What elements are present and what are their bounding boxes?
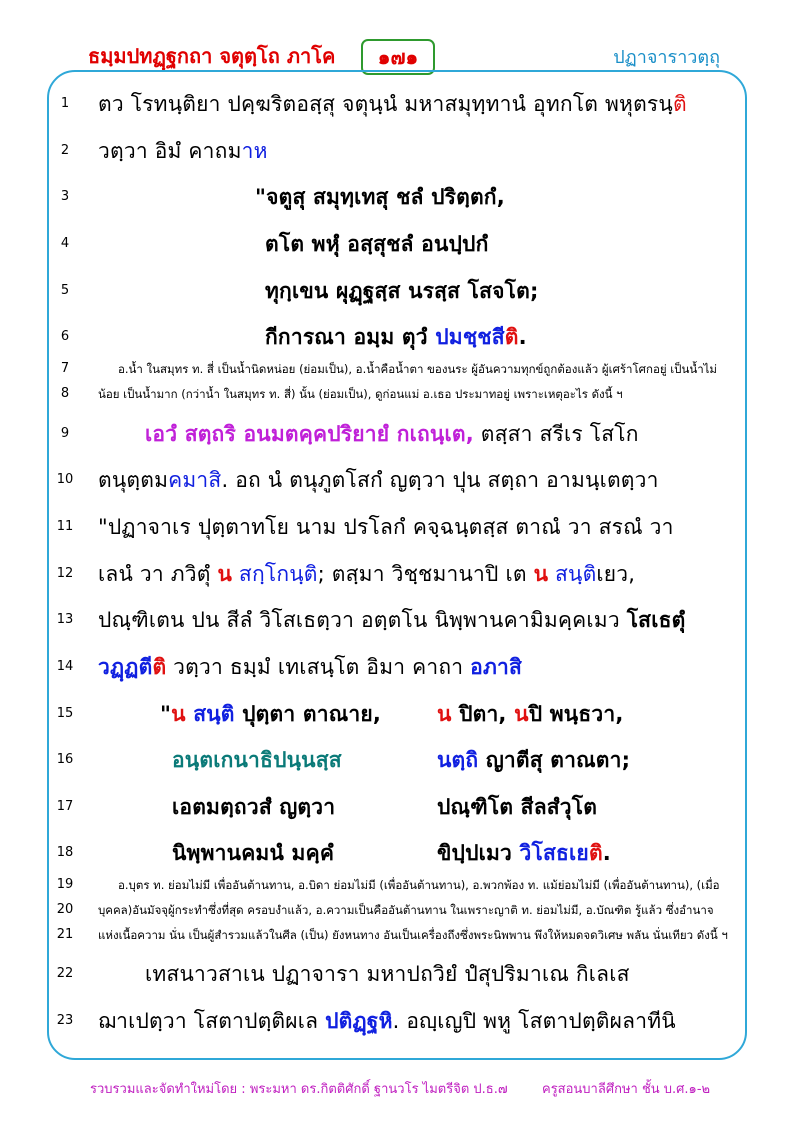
line-number: 18 bbox=[56, 845, 74, 860]
translation-line: อ.น้ำ ในสมุทร ท. สี่ เป็นน้ำนิดหน่อย (ย่อมเป็น), อ.น้ำคือน้ำตา ของนระ ผู้อันความทุกข์ถูกต้องแล้ว ผู้เศร้าโศกอยู่ เป็นน้ำไม่ bbox=[118, 362, 718, 376]
text-line: เลนํ วา ภวิตุํ น สกฺโกนฺติ; ตสฺมา วิชฺชมานาปิ เต น สนฺติเยว, bbox=[98, 562, 636, 586]
line-number: 20 bbox=[56, 902, 74, 917]
line-number: 8 bbox=[60, 386, 70, 401]
line-number: 16 bbox=[56, 752, 74, 767]
page-footer bbox=[90, 1078, 730, 1099]
text-line: วตฺวา อิมํ คาถมาห bbox=[98, 139, 268, 163]
verse-line: เอตมตฺถวสํ ญตฺวา bbox=[172, 795, 336, 819]
line-number: 15 bbox=[56, 706, 74, 721]
text-line: "ปฏาจาเร ปุตฺตาทโย นาม ปรโลกํ คจฺฉนฺตสฺส ตาณํ วา สรณํ วา bbox=[98, 515, 674, 539]
translation-line: น้อย เป็นน้ำมาก (กว่าน้ำ ในสมุทร ท. สี่) นั้น (ย่อมเป็น), ดูก่อนแม่ อ.เธอ ประมาทอยู่ เพราะเหตุอะไร ดังนี้ ฯ bbox=[98, 387, 623, 401]
text-line: ตนุตฺตมคมาสิ. อถ นํ ตนุภูตโสกํ ญตฺวา ปุน สตฺถา อามนฺเตตฺวา bbox=[98, 468, 659, 492]
line-number: 10 bbox=[56, 472, 74, 487]
line-number: 4 bbox=[60, 236, 70, 251]
verse-line: ปณฺฑิโต สีลสํวุโต bbox=[437, 795, 598, 819]
line-number: 6 bbox=[60, 329, 70, 344]
text-line: เอวํ สตฺถริ อนมตคฺคปริยายํ กเถนฺเต, ตสฺสา สรีเร โสโก bbox=[145, 422, 639, 446]
line-number: 17 bbox=[56, 799, 74, 814]
line-number: 5 bbox=[60, 283, 70, 298]
footer-course: ครูสอนบาลีศึกษา ชั้น บ.ศ.๑-๒ bbox=[542, 1082, 711, 1097]
line-number: 3 bbox=[60, 189, 70, 204]
text-line: ฌาเปตฺวา โสตาปตฺติผเล ปติฏฺฐหิ. อญฺเญปิ พหู โสตาปตฺติผลาทีนิ bbox=[98, 1009, 676, 1033]
line-number: 14 bbox=[56, 659, 74, 674]
footer-compiler: รวบรวมและจัดทำใหม่โดย : พระมหา ดร.กิตติศักดิ์ ฐานวโร ไมตรีจิต ป.ธ.๗ bbox=[90, 1082, 508, 1097]
text-line: เทสนาวสาเน ปฏาจารา มหาปถวิยํ ปํสุปริมาเณ กิเลเส bbox=[145, 962, 630, 986]
translation-line: แห่งเนื้อความ นั่น เป็นผู้สำรวมแล้วในศีล (เป็น) ยังหนทาง อันเป็นเครื่องถึงซึ่งพระนิพพาน พึงให้หมดจดวิเศษ พลัน นั่นเทียว ดังนี้ ฯ bbox=[98, 928, 728, 942]
verse-line: "น สนฺติ ปุตฺตา ตาณาย, bbox=[160, 702, 382, 726]
line-number: 7 bbox=[60, 361, 70, 376]
verse-line: ทุกฺเขน ผุฏฺฐสฺส นรสฺส โสจโต; bbox=[265, 279, 539, 303]
line-number: 9 bbox=[60, 426, 70, 441]
line-number: 22 bbox=[56, 966, 74, 981]
line-number: 11 bbox=[56, 519, 74, 534]
verse-line: นิพฺพานคมนํ มคฺคํ bbox=[172, 841, 335, 865]
text-line: ตว โรทนฺติยา ปคฺฆริตอสฺสุ จตุนฺนํ มหาสมุทฺทานํ อุทกโต พหุตรนฺติ bbox=[98, 92, 687, 116]
verse-line: อนฺตเกนาธิปนฺนสฺส bbox=[172, 748, 342, 772]
verse-line: ตโต พหุํ อสฺสุชลํ อนปฺปกํ bbox=[265, 232, 489, 256]
verse-line: ขิปฺปเมว วิโสธเยติ. bbox=[437, 841, 611, 865]
line-number: 13 bbox=[56, 612, 74, 627]
book-title: ธมฺมปทฏฺฐกถา จตุตฺโถ ภาโค bbox=[88, 44, 336, 68]
line-number: 19 bbox=[56, 877, 74, 892]
text-line: ปณฺฑิเตน ปน สีลํ วิโสเธตฺวา อตฺตโน นิพฺพานคามิมคฺคเมว โสเธตุํ bbox=[98, 608, 686, 632]
line-number: 2 bbox=[60, 143, 70, 158]
verse-line: น ปิตา, นปิ พนฺธวา, bbox=[437, 702, 624, 726]
verse-line: "จตูสุ สมุทฺเทสุ ชลํ ปริตฺตกํ, bbox=[255, 185, 505, 209]
line-number: 23 bbox=[56, 1013, 74, 1028]
story-title: ปฏาจาราวตฺถุ bbox=[613, 47, 720, 68]
page-number: ๑๗๑ bbox=[361, 39, 435, 75]
translation-line: อ.บุตร ท. ย่อมไม่มี เพื่ออันต้านทาน, อ.บิดา ย่อมไม่มี (เพื่ออันต้านทาน), อ.พวกพ้อง ท. แม้ย่อมไม่มี (เพื่ออันต้านทาน), (เมื่อ bbox=[118, 878, 720, 892]
text-line: วฏฺฏตีติ วตฺวา ธมฺมํ เทเสนฺโต อิมา คาถา อภาสิ bbox=[98, 655, 523, 679]
line-number: 12 bbox=[56, 566, 74, 581]
line-number: 1 bbox=[60, 96, 70, 111]
verse-line: นตฺถิ ญาตีสุ ตาณตา; bbox=[437, 748, 631, 772]
verse-line: กีการณา อมฺม ตุวํ ปมชฺชสีติ. bbox=[265, 325, 527, 349]
line-number: 21 bbox=[56, 927, 74, 942]
translation-line: บุคคล)อันมัจจุผู้กระทำซึ่งที่สุด ครอบงำแล้ว, อ.ความเป็นคืออันต้านทาน ในเพราะญาติ ท. ย่อมไม่มี, อ.บัณฑิต รู้แล้ว ซึ่งอำนาจ bbox=[98, 903, 714, 917]
